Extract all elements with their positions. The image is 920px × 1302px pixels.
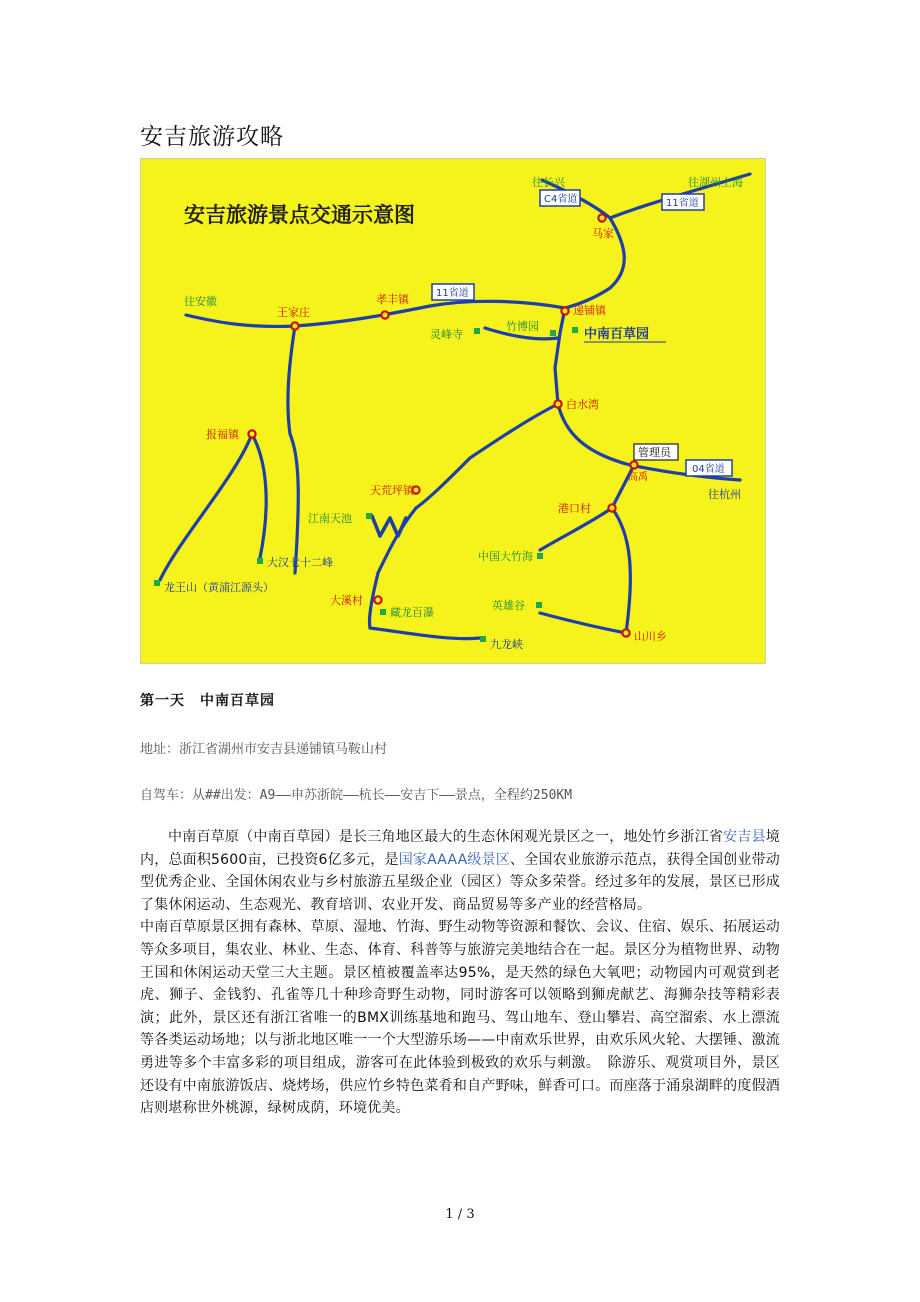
aaaa-scenic-link[interactable]: 国家AAAA级景区 [398,851,511,868]
label-zanglong: 藏龙百瀑 [390,606,434,619]
page-title: 安吉旅游攻略 [140,124,284,150]
label-shanchuan: 山川乡 [634,630,667,643]
marker-baishuiwan [554,400,561,407]
label-zhuhai: 中国大竹海 [478,550,533,563]
marker-jiangnan-tianchi [366,513,372,519]
page-number: 1 / 3 [445,1207,475,1222]
label-wangjiazhuang: 王家庄 [277,306,310,319]
label-baishuiwan: 白水湾 [566,398,599,411]
paragraph-intro [140,826,780,916]
marker-daxi [374,596,381,603]
label-jiangnan-tianchi: 江南天池 [308,512,352,525]
marker-xiaofeng [381,311,388,318]
marker-zhongnan [572,327,578,333]
marker-jiulong [480,636,486,642]
c4-badge-label: C4省道 [544,194,578,205]
marker-yingjing [536,602,542,608]
label-baofu: 报福镇 [206,428,239,441]
marker-lingfeng [474,328,480,334]
label-zhubo: 竹博园 [506,320,539,333]
label-tianhuangping: 天荒坪镇 [370,484,414,497]
label-dipu: 递铺镇 [573,304,606,317]
label-longwang: 龙王山（黄浦江源头） [164,581,274,594]
marker-majia [598,214,605,221]
label-jiulong: 九龙峡 [490,638,523,651]
address-line: 地址：浙江省湖州市安吉县递铺镇马鞍山村 [140,742,388,757]
marker-wangjiazhuang [291,322,298,329]
label-dahan: 大汉七十二峰 [267,556,333,569]
road11-top-label: 11省道 [666,198,699,209]
marker-zhuhai [537,553,543,559]
label-to-anhui: 往安徽 [184,295,217,308]
marker-zhubo [550,330,556,336]
label-daxi: 大溪村 [330,594,363,607]
road04-label: 04省道 [692,464,725,475]
label-to-huzhou: 往湖州上海 [688,176,743,189]
para1-text-a: 中南百草原（中南百草园）是长三角地区最大的生态休闲观光景区之一，地处竹乡浙江省 [168,829,724,845]
road11-mid-label: 11省道 [436,288,469,299]
marker-dahan [257,558,263,564]
label-yingjing: 英雄谷 [492,599,525,612]
manager-label: 管理员 [638,446,671,459]
paragraph-details: 中南百草原景区拥有森林、草原、湿地、竹海、野生动物等资源和餐饮、会议、住宿、娱乐、拓展运动等众多项目，集农业、林业、生态、体育、科普等与旅游完美地结合在一起。景区分为植物世界、动物王国和休闲运动天堂三大主题。景区植被覆盖率达95%，是天然的绿色大氧吧；动物园内可观赏到老虎、狮子、金钱豹、孔雀等几十种珍奇野生动物，同时游客可以领略到狮虎献艺、海狮杂技等精彩表演；此外，景区还有浙江省唯一的BMX训练基地和跑马、驾山地车、登山攀岩、高空溜索、水上漂流等各类运动场地；以与浙北地区唯一一个大型游乐场——中南欢乐世界，由欢乐风火轮、大摆锤、激流勇进等多个丰富多彩的项目组成，游客可在此体验到极致的欢乐与刺激。 除游乐、观赏项目外，景区还设有中南旅游饭店、烧烤场，供应竹乡特色菜肴和自产野味，鲜香可口。而座落于涌泉湖畔的度假酒店则堪称世外桃源，绿树成荫，环境优美。 [140,919,780,1117]
marker-gangkou [608,504,615,511]
para1-text-c: 、全国农业旅游示范点，获得全国创业带动型优秀企业、全国休闲农业与乡村旅游五星级企业（园区）等众多荣誉。经过多年的发展，景区已形成了集休闲运动、生态观光、教育培训、农业开发、商品贸易等多产业的经营格局。 [140,851,780,913]
marker-gaobu [630,461,637,468]
label-to-changxing: 往长兴 [532,176,565,189]
section-heading: 第一天 中南百草园 [140,693,275,709]
label-xiaofeng: 孝丰镇 [376,293,409,306]
label-gaobu: 高禹 [628,472,648,483]
label-majia: 马家 [592,227,614,240]
article-body [140,826,780,1120]
map-title: 安吉旅游景点交通示意图 [184,203,415,227]
label-to-hangzhou: 往杭州 [708,488,741,501]
label-lingfeng: 灵峰寺 [430,328,463,341]
para1-text-b: 境内，总面积5600亩，已投资6亿多元，是 [140,829,780,868]
drive-route-line: 自驾车：从##出发：A9——申苏浙皖——杭长——安吉下——景点，全程约250KM [140,788,573,803]
anji-county-link[interactable]: 安吉县 [723,829,766,845]
marker-zanglong [380,609,386,615]
label-zhongnan: 中南百草园 [584,327,650,342]
marker-shanchuan [622,629,629,636]
marker-baofu [248,430,255,437]
marker-longwang [154,580,160,586]
marker-dipu [561,307,568,314]
tourist-traffic-map [140,158,766,664]
label-gangkou: 港口村 [558,502,591,515]
